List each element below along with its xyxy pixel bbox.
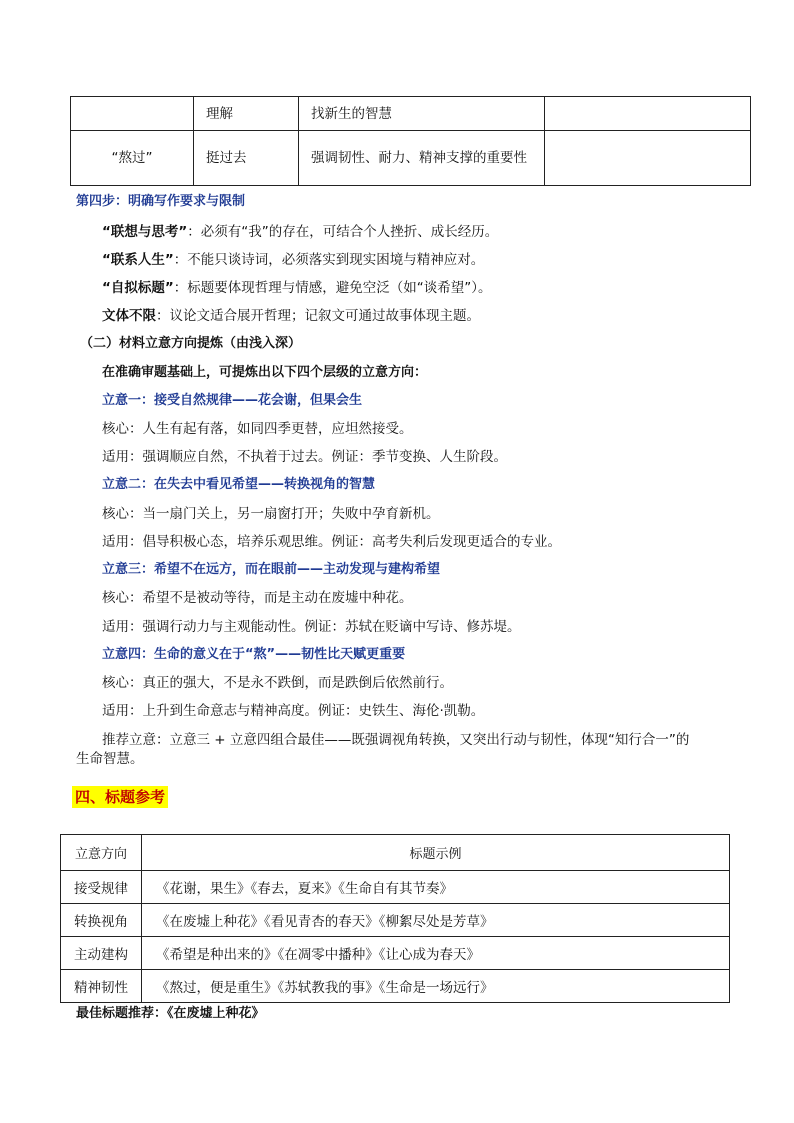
idea-apply: 适用：强调行动力与主观能动性。例证：苏轼在贬谪中写诗、修苏堤。 <box>102 619 521 635</box>
table-cell: 转换视角 <box>61 904 142 937</box>
requirement-text: ：标题要体现哲理与情感，避免空泛（如“谈希望”）。 <box>173 280 492 296</box>
requirement-text: ：必须有“我”的存在，可结合个人挫折、成长经历。 <box>187 224 499 240</box>
recommendation-line: 生命智慧。 <box>76 751 144 767</box>
table-header-row <box>61 835 730 871</box>
writing-guidance-table <box>70 96 751 186</box>
section2-intro: 在准确审题基础上，可提炼出以下四个层级的立意方向： <box>102 365 428 380</box>
best-title-recommendation: 最佳标题推荐：《在废墟上种花》 <box>76 1006 265 1021</box>
table-row <box>61 937 730 970</box>
table-cell: 挺过去 <box>194 131 299 186</box>
idea-apply: 适用：强调顺应自然，不执着于过去。例证：季节变换、人生阶段。 <box>102 449 507 465</box>
requirement-text: ：不能只谈诗词，必须落实到现实困境与精神应对。 <box>173 252 485 268</box>
table-cell: 理解 <box>194 97 299 131</box>
table-header-cell: 立意方向 <box>61 835 142 871</box>
idea-title: 立意三：希望不在远方，而在眼前——主动发现与建构希望 <box>102 562 441 577</box>
idea-core: 核心：当一扇门关上，另一扇窗打开；失败中孕育新机。 <box>102 506 440 522</box>
table-cell <box>545 131 751 186</box>
idea-core: 核心：希望不是被动等待，而是主动在废墟中种花。 <box>102 590 413 606</box>
table-cell: 《希望是种出来的》《在凋零中播种》《让心成为春天》 <box>142 937 730 970</box>
table-cell: 《花谢，果生》《春去，夏来》《生命自有其节奏》 <box>142 871 730 904</box>
requirement-item <box>102 251 484 269</box>
table-cell: 主动建构 <box>61 937 142 970</box>
requirement-text: ：议论文适合展开哲理；记叙文可通过故事体现主题。 <box>156 308 480 324</box>
idea-core: 核心：人生有起有落，如同四季更替，应坦然接受。 <box>102 421 413 437</box>
requirement-item <box>102 223 498 241</box>
idea-title: 立意二：在失去中看见希望——转换视角的智慧 <box>102 477 376 492</box>
idea-title: 立意一：接受自然规律——花会谢，但果会生 <box>102 393 363 408</box>
table-header-cell: 标题示例 <box>142 835 730 871</box>
table-row <box>61 970 730 1003</box>
requirement-label: “联系人生” <box>102 252 174 268</box>
table-cell: 《熬过，便是重生》《苏轼教我的事》《生命是一场远行》 <box>142 970 730 1003</box>
table-cell <box>71 97 194 131</box>
table-row <box>71 97 751 131</box>
requirement-item <box>102 307 480 325</box>
recommendation-line: 推荐立意：立意三 + 立意四组合最佳——既强调视角转换，又突出行动与韧性，体现“知行合一”的 <box>102 732 690 748</box>
table-cell: 精神韧性 <box>61 970 142 1003</box>
table-cell: “熬过” <box>71 131 194 186</box>
requirement-label: “联想与思考” <box>102 224 188 240</box>
step4-heading: 第四步：明确写作要求与限制 <box>76 194 246 209</box>
table-row <box>71 131 751 186</box>
section4-heading: 四、标题参考 <box>72 786 168 808</box>
table-cell: 接受规律 <box>61 871 142 904</box>
requirement-label: 文体不限 <box>102 308 156 324</box>
idea-apply: 适用：倡导积极心态，培养乐观思维。例证：高考失利后发现更适合的专业。 <box>102 534 561 550</box>
idea-core: 核心：真正的强大，不是永不跌倒，而是跌倒后依然前行。 <box>102 675 453 691</box>
idea-apply: 适用：上升到生命意志与精神高度。例证：史铁生、海伦·凯勒。 <box>102 703 485 719</box>
table-cell <box>545 97 751 131</box>
idea-title: 立意四：生命的意义在于“熬”——韧性比天赋更重要 <box>102 647 406 662</box>
table-cell: 找新生的智慧 <box>299 97 545 131</box>
table-cell: 《在废墟上种花》《看见青杏的春天》《柳絮尽处是芳草》 <box>142 904 730 937</box>
section2-heading: （二）材料立意方向提炼（由浅入深） <box>80 336 302 351</box>
requirement-item <box>102 279 492 297</box>
table-cell: 强调韧性、耐力、精神支撑的重要性 <box>299 131 545 186</box>
table-row <box>61 871 730 904</box>
table-row <box>61 904 730 937</box>
requirement-label: “自拟标题” <box>102 280 174 296</box>
title-reference-table <box>60 834 730 1003</box>
